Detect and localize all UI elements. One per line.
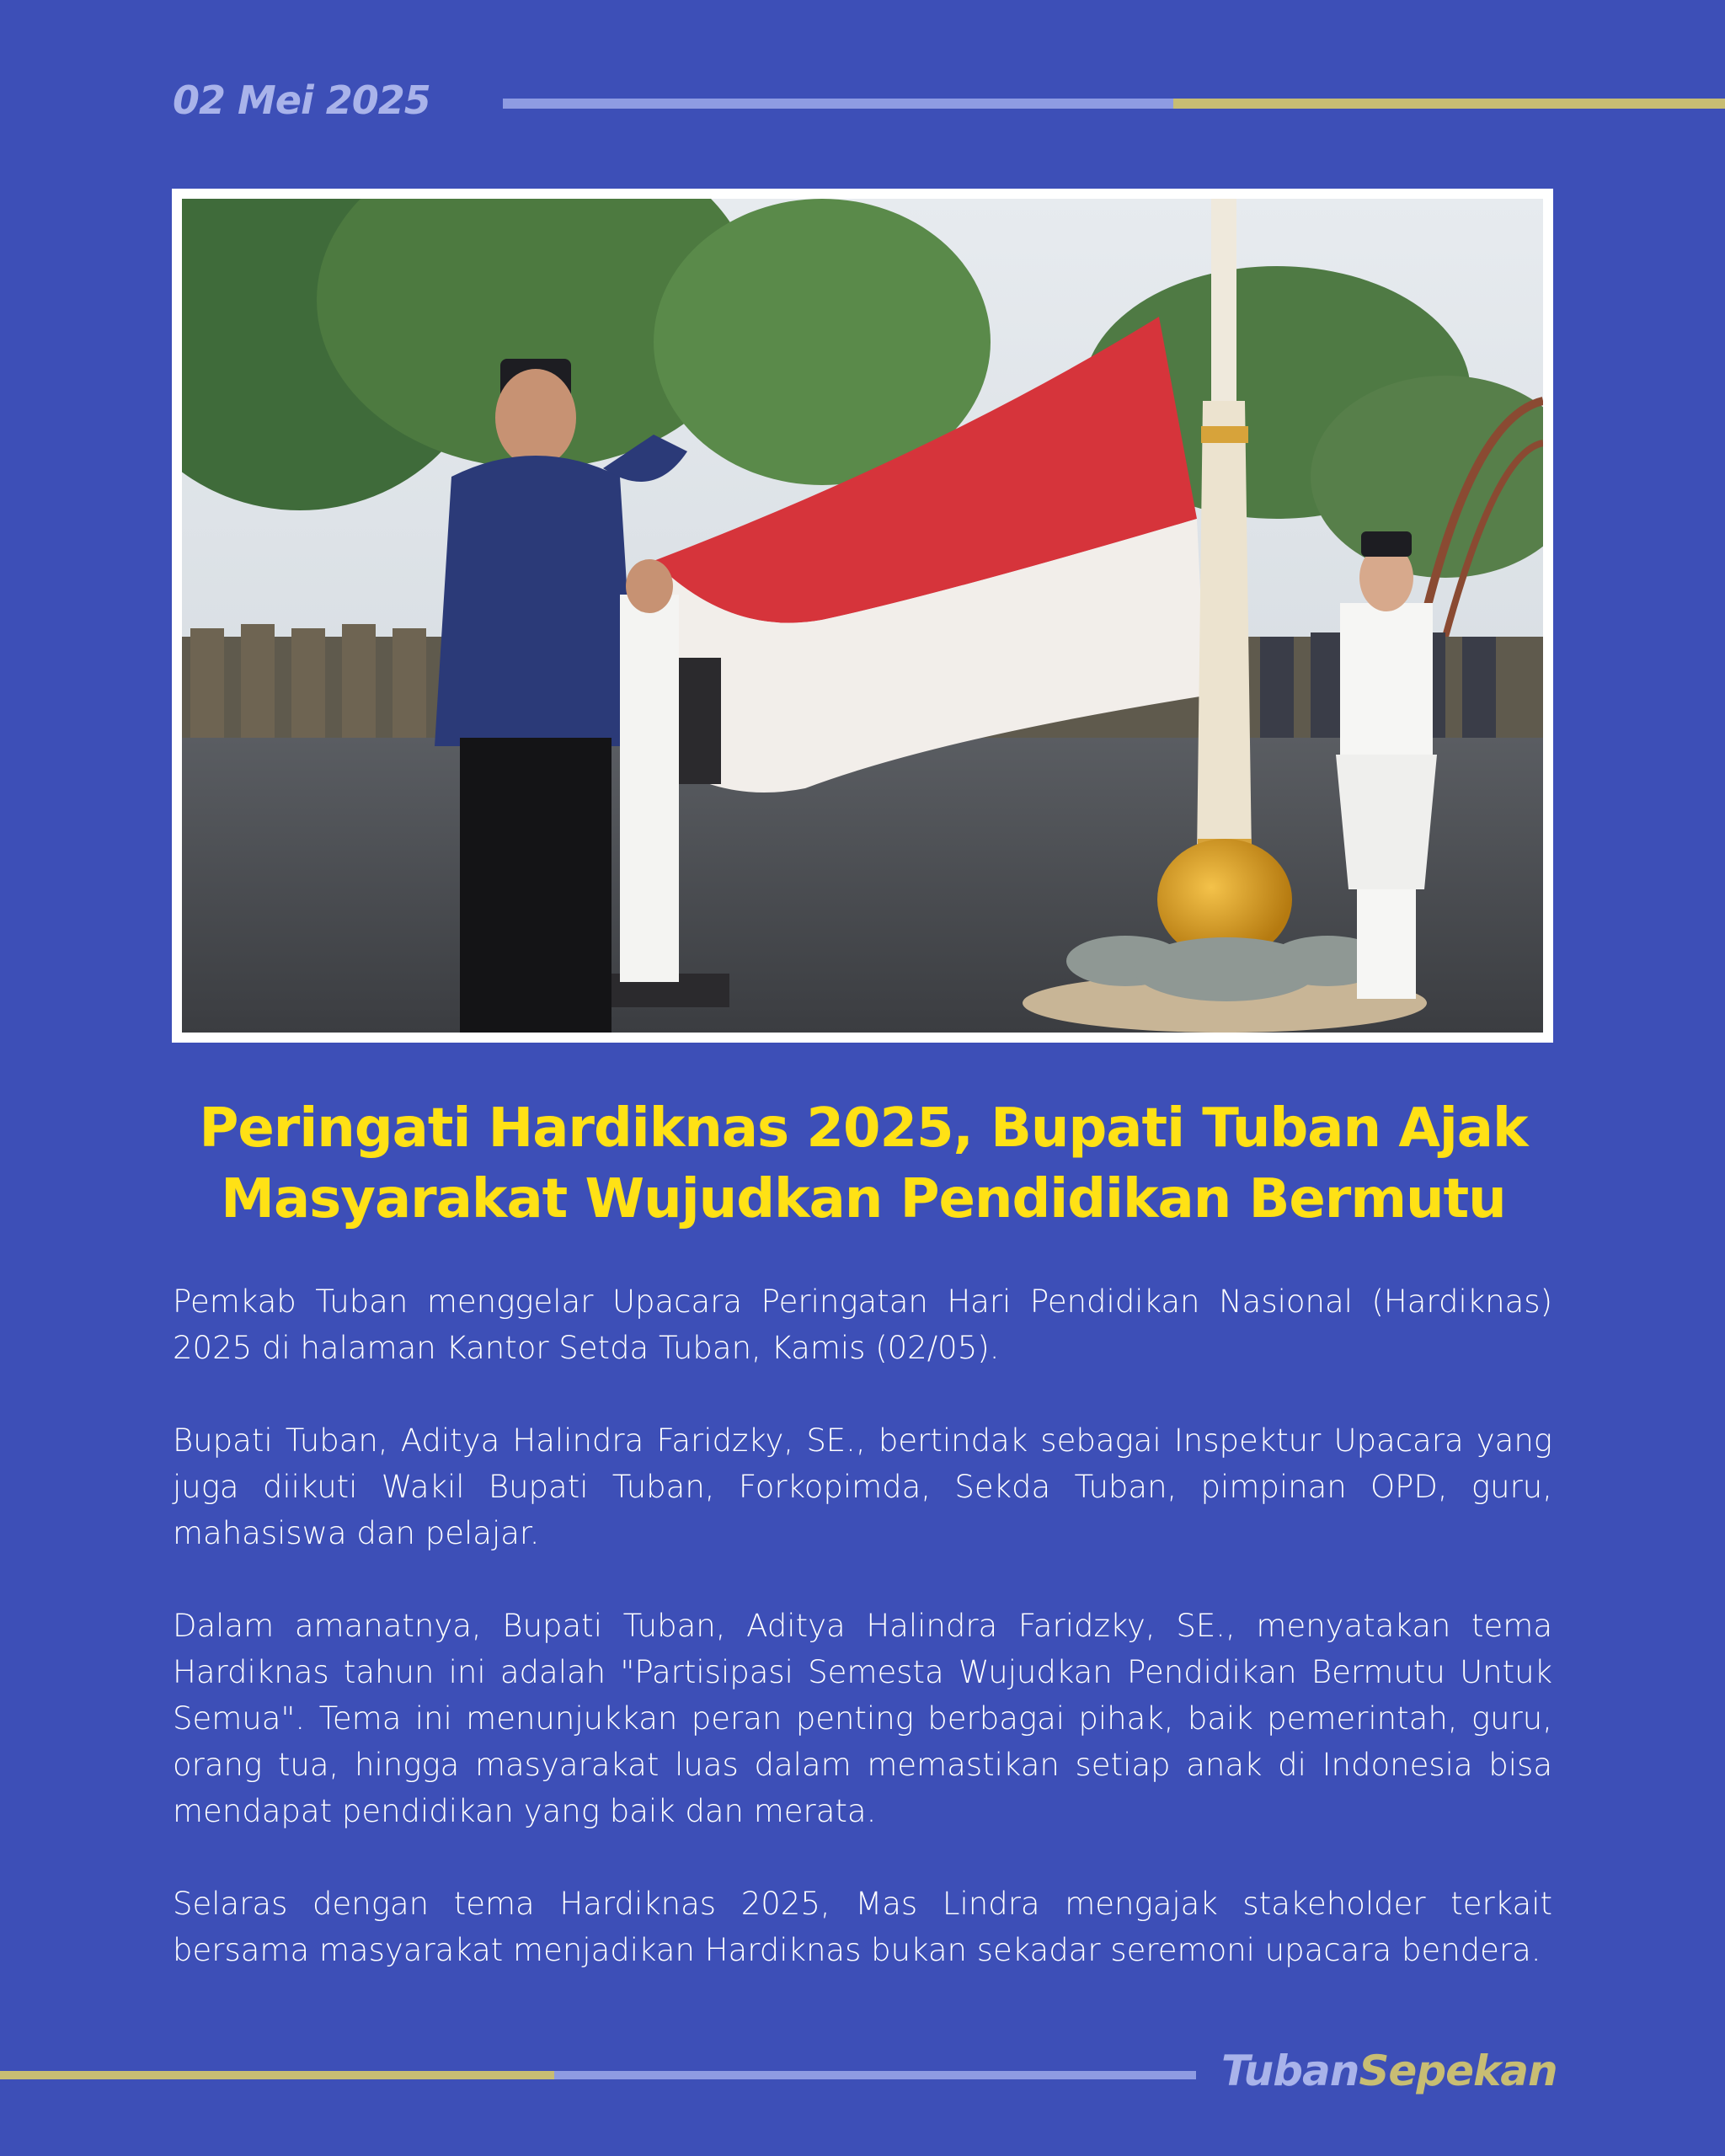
flag-ceremony-illustration	[182, 199, 1543, 1033]
header-rule-blue	[503, 99, 1173, 109]
paragraph: Dalam amanatnya, Bupati Tuban, Aditya Halindra Faridzky, SE., menyatakan tema Hardiknas tahun ini adalah "Partisipasi Semesta Wujudkan Pendidikan Bermutu Untuk Semua". Tema ini menunjukkan peran penting berbagai pihak, baik pemerintah, guru, orang tua, hingga masyarakat luas dalam memastikan setiap anak di Indonesia bisa mendapat pendidikan yang baik dan merata.	[173, 1608, 1552, 1829]
footer-rule-blue	[554, 2071, 1196, 2079]
article-photo	[172, 189, 1553, 1043]
footer-rule-gold	[0, 2071, 554, 2079]
paragraph: Pemkab Tuban menggelar Upacara Peringatan Hari Pendidikan Nasional (Hardiknas) 2025 di halaman Kantor Setda Tuban, Kamis (02/05).	[173, 1283, 1552, 1366]
paragraph: Selaras dengan tema Hardiknas 2025, Mas Lindra mengajak stakeholder terkait bersama masyarakat menjadikan Hardiknas bukan sekadar seremoni upacara bendera.	[173, 1886, 1552, 1968]
header-rule-gold	[1173, 99, 1725, 109]
article-headline: Peringati Hardiknas 2025, Bupati Tuban Ajak Masyarakat Wujudkan Pendidikan Bermutu	[199, 1097, 1528, 1230]
brand-part-sepekan: Sepekan	[1359, 2047, 1557, 2095]
brand-logo	[1221, 2047, 1557, 2095]
post-date: 02 Mei 2025	[173, 77, 430, 123]
brand-part-tuban: Tuban	[1221, 2047, 1359, 2095]
article-body	[173, 1278, 1552, 2020]
paragraph: Bupati Tuban, Aditya Halindra Faridzky, SE., bertindak sebagai Inspektur Upacara yang juga diikuti Wakil Bupati Tuban, Forkopimda, Sekda Tuban, pimpinan OPD, guru, mahasiswa dan pelajar.	[173, 1422, 1552, 1551]
